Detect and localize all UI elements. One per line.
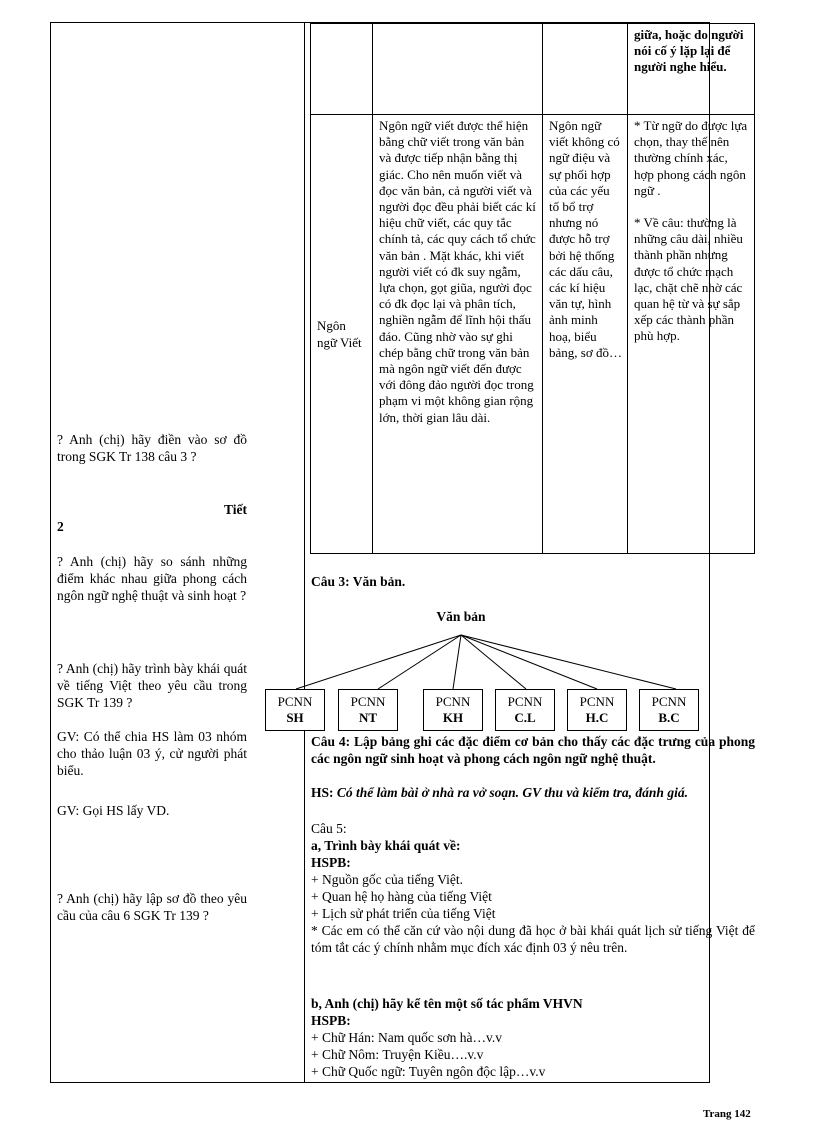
row-label: Ngôn ngữ Viết	[311, 115, 373, 554]
tiet-number: 2	[57, 519, 64, 534]
gv-note-groups: GV: Có thể chia HS làm 03 nhóm cho thảo luận 03 ý, cử người phát biểu.	[57, 729, 247, 778]
line-kh	[453, 635, 461, 689]
sentence-note: * Về câu: thường là những câu dài, nhiều thành phần nhưng được tổ chức mạch lạc, chặt chẽ nhờ các quan hệ từ và sự sắp xếp các thành phần phù hợp.	[634, 215, 743, 344]
diagram-root: Văn bản	[436, 609, 486, 624]
cell-supporting-elements: Ngôn ngữ viết không có ngữ điệu và sự phối hợp của các yếu tố bổ trợ nhưng nó được hỗ trợ bởi hệ thống các dấu câu, các kí hiệu văn tự, hình ảnh minh hoạ, biểu bảng, sơ đồ…	[543, 115, 628, 554]
question-overview: ? Anh (chị) hãy trình bày khái quát về tiếng Việt theo yêu cầu trong SGK Tr 139 ?	[57, 661, 247, 710]
part-b-item-3: + Chữ Quốc ngữ: Tuyên ngôn độc lập…v.v	[311, 1064, 546, 1079]
gv-note-examples: GV: Gọi HS lấy VD.	[57, 803, 170, 818]
cau5: Câu 5:	[311, 821, 347, 836]
box-nt: PCNN NT	[338, 689, 398, 731]
question-diagram: ? Anh (chị) hãy điền vào sơ đồ trong SGK Tr 138 câu 3 ?	[57, 432, 247, 464]
hs-note: HS: Có thể làm bài ở nhà ra vở soạn. GV thu và kiểm tra, đánh giá.	[311, 785, 688, 800]
cau4: Câu 4: Lập bảng ghi các đặc điểm cơ bản cho thấy các đặc trưng của phong các ngôn ngữ sinh hoạt và phong cách ngôn ngữ nghệ thuật.	[311, 734, 755, 766]
lesson-table	[50, 22, 755, 1083]
cau3-heading: Câu 3: Văn bản.	[311, 574, 406, 589]
line-hc	[461, 635, 597, 689]
question-chart: ? Anh (chị) hãy lập sơ đồ theo yêu cầu của câu 6 SGK Tr 139 ?	[57, 891, 247, 923]
cell-written-language: Ngôn ngữ viết được thể hiện bằng chữ viết trong văn bản và được tiếp nhận bằng thị giác. Cho nên muốn viết và đọc văn bản, cả người viết và người đọc đều phải biết các kí hiệu chữ viết, các quy tắc chính tả, các quy cách tổ chức văn bản . Mặt khác, khi viết người viết có đk suy ngẫm, lựa chọn, gọt giũa, người đọc có đk đọc lại và phân tích, nghiền ngẫm để lĩnh hội thấu đáo. Cũng nhờ vào sự ghi chép bằng chữ trong văn bản mà ngôn ngữ viết đến được với đông đảo người đọc trong phạm vi một không gian rộng lớn, thời gian lâu dài.	[373, 115, 543, 554]
line-nt	[378, 635, 461, 689]
part-b-item-2: + Chữ Nôm: Truyện Kiều….v.v	[311, 1047, 484, 1062]
part-a-note: * Các em có thể căn cứ vào nội dung đã học ở bài khái quát lịch sử tiếng Việt để tóm tắt các ý chính nhằm mục đích xác định 03 ý nêu trên.	[311, 923, 755, 955]
box-cl: PCNN C.L	[495, 689, 555, 731]
diagram-lines	[51, 23, 709, 743]
line-sh	[296, 635, 461, 689]
part-a-item-2: + Quan hệ họ hàng của tiếng Việt	[311, 889, 492, 904]
question-compare: ? Anh (chị) hãy so sánh những điểm khác nhau giữa phong cách ngôn ngữ nghệ thuật và sinh hoạt ?	[57, 554, 247, 603]
part-a-item-1: + Nguồn gốc của tiếng Việt.	[311, 872, 464, 887]
cell-top-note: giữa, hoặc do người nói cố ý lặp lại để người nghe hiểu.	[628, 24, 755, 115]
page-number: Trang 142	[703, 1108, 751, 1120]
box-kh: PCNN KH	[423, 689, 483, 731]
hspb-a: HSPB:	[311, 855, 351, 870]
box-hc: PCNN H.C	[567, 689, 627, 731]
part-b-item-1: + Chữ Hán: Nam quốc sơn hà…v.v	[311, 1030, 503, 1045]
part-b-title: b, Anh (chị) hãy kể tên một số tác phẩm VHVN	[311, 996, 583, 1011]
word-note: * Từ ngữ do được lựa chọn, thay thế nên thường chính xác, hợp phong cách ngôn ngữ .	[634, 118, 748, 198]
box-sh: PCNN SH	[265, 689, 325, 731]
part-a-title: a, Trình bày khái quát về:	[311, 838, 461, 853]
box-bc: PCNN B.C	[639, 689, 699, 731]
part-a-item-3: + Lịch sử phát triển của tiếng Việt	[311, 906, 496, 921]
hspb-b: HSPB:	[311, 1013, 351, 1028]
tiet-label: Tiết	[224, 502, 247, 517]
